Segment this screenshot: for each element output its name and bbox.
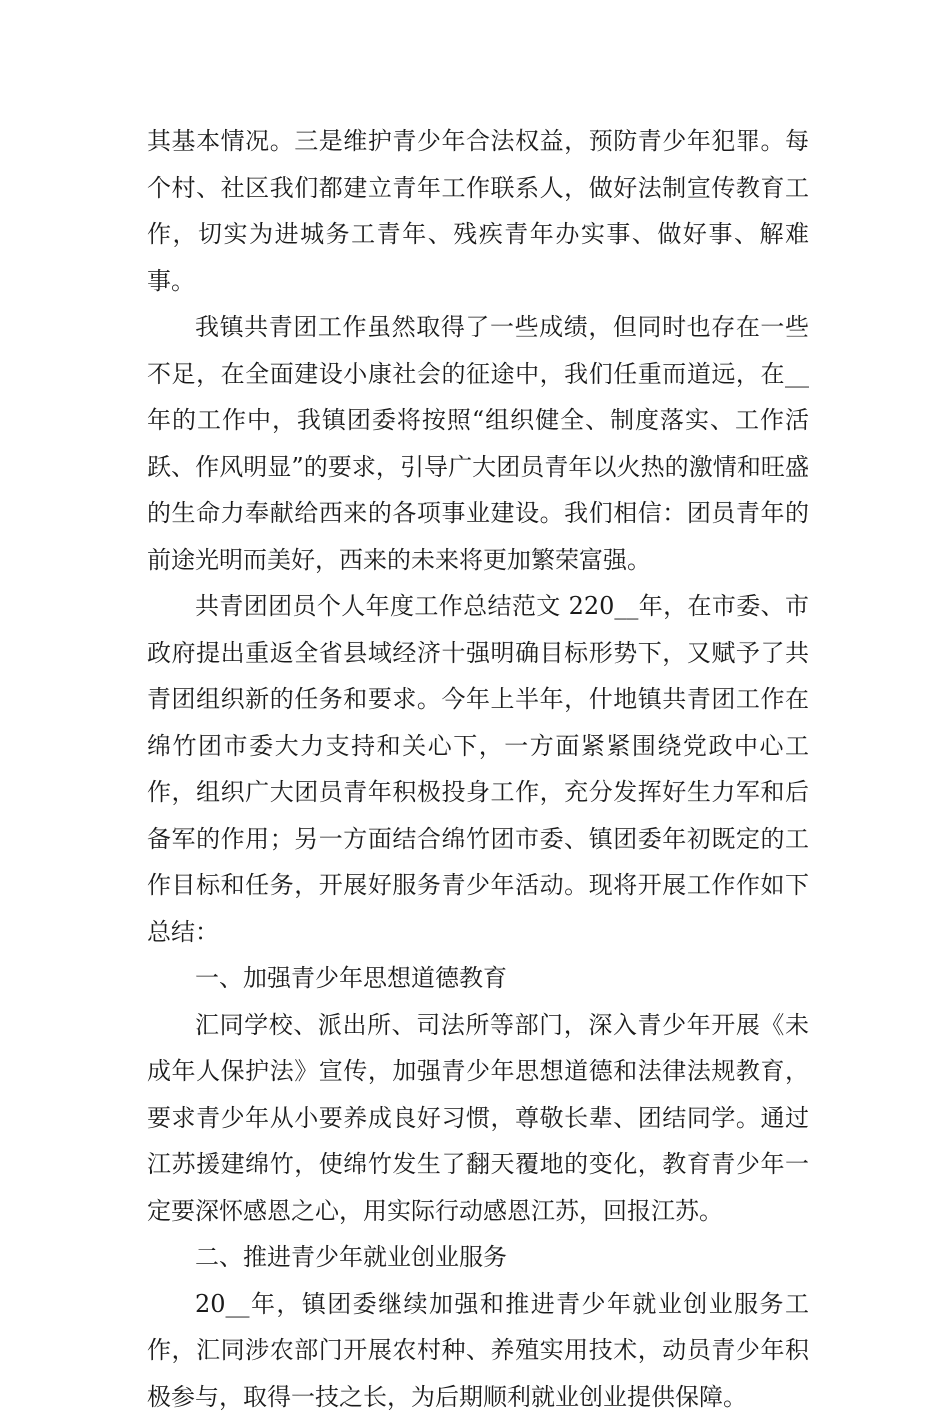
section-heading-2: 二、推进青少年就业创业服务 [147,1234,809,1281]
paragraph-section-2: 20__年，镇团委继续加强和推进青少年就业创业服务工作，汇同涉农部门开展农村种、养殖实用技术，动员青少年积极参与，取得一技之长，为后期顺利就业创业提供保障。 [147,1281,809,1420]
section-heading-1: 一、加强青少年思想道德教育 [147,955,809,1002]
paragraph-summary-outlook: 我镇共青团工作虽然取得了一些成绩，但同时也存在一些不足，在全面建设小康社会的征途中，我们任重而道远，在__年的工作中，我镇团委将按照“组织健全、制度落实、工作活跃、作风明显”的要求，引导广大团员青年以火热的激情和旺盛的生命力奉献给西来的各项事业建设。我们相信：团员青年的前途光明而美好，西来的未来将更加繁荣富强。 [147,304,809,583]
paragraph-report-intro: 共青团团员个人年度工作总结范文 220__年，在市委、市政府提出重返全省县域经济十强明确目标形势下，又赋予了共青团组织新的任务和要求。今年上半年，什地镇共青团工作在绵竹团市委大力支持和关心下，一方面紧紧围绕党政中心工作，组织广大团员青年积极投身工作，充分发挥好生力军和后备军的作用；另一方面结合绵竹团市委、镇团委年初既定的工作目标和任务，开展好服务青少年活动。现将开展工作作如下总结： [147,583,809,955]
paragraph-continuation: 其基本情况。三是维护青少年合法权益，预防青少年犯罪。每个村、社区我们都建立青年工作联系人，做好法制宣传教育工作，切实为进城务工青年、残疾青年办实事、做好事、解难事。 [147,118,809,304]
paragraph-section-1: 汇同学校、派出所、司法所等部门，深入青少年开展《未成年人保护法》宣传，加强青少年思想道德和法律法规教育，要求青少年从小要养成良好习惯，尊敬长辈、团结同学。通过江苏援建绵竹，使绵竹发生了翻天覆地的变化，教育青少年一定要深怀感恩之心，用实际行动感恩江苏，回报江苏。 [147,1002,809,1235]
document-body [147,118,809,1420]
